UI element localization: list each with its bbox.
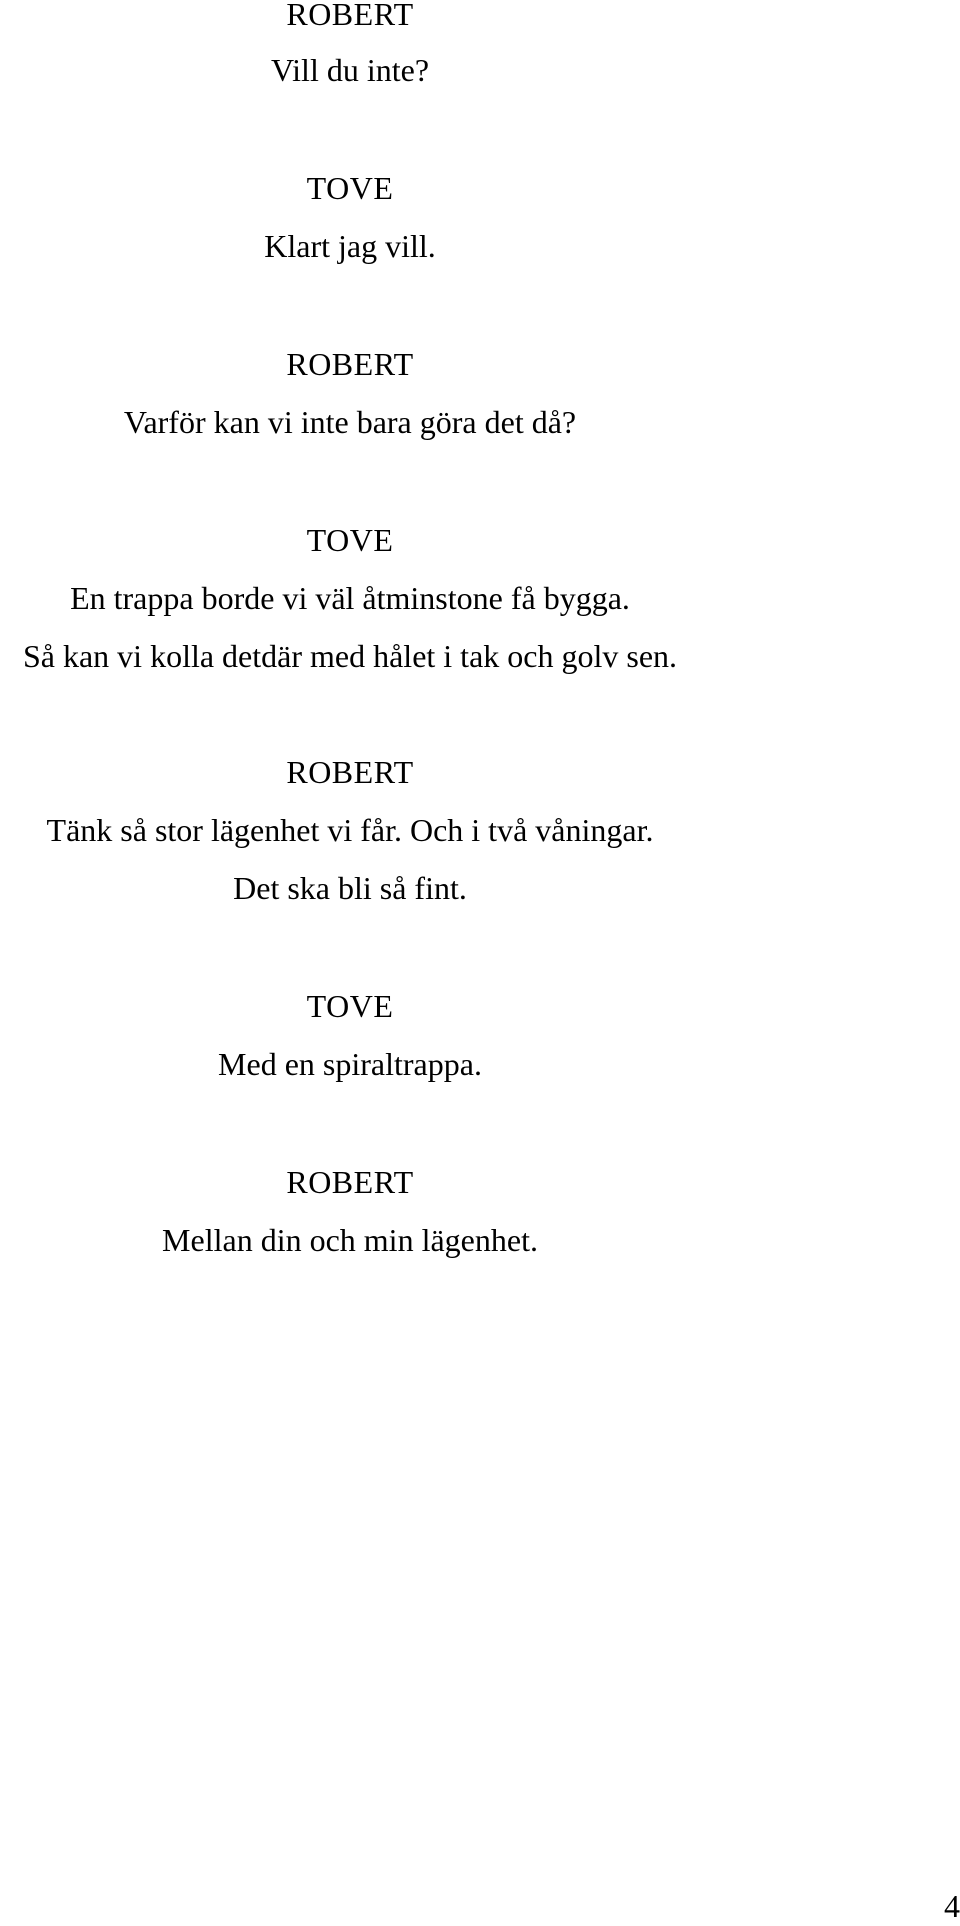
dialogue-line: Mellan din och min lägenhet.: [162, 1222, 538, 1258]
dialogue-line: Klart jag vill.: [264, 228, 436, 264]
speaker-name: ROBERT: [286, 1164, 414, 1200]
dialogue-line: Varför kan vi inte bara göra det då?: [123, 404, 577, 440]
speaker-name: ROBERT: [286, 0, 414, 32]
dialogue-line: Tänk så stor lägenhet vi får. Och i två våningar.: [46, 812, 654, 848]
dialogue-line: En trappa borde vi väl åtminstone få bygga.: [70, 580, 630, 616]
dialogue-line: Så kan vi kolla detdär med hålet i tak och golv sen.: [22, 638, 678, 674]
dialogue-line: Det ska bli så fint.: [233, 870, 467, 906]
speaker-name: TOVE: [306, 170, 394, 206]
dialogue-line: Vill du inte?: [270, 52, 430, 88]
speaker-name: ROBERT: [286, 346, 414, 382]
page-number: 4: [944, 1888, 960, 1924]
dialogue-line: Med en spiraltrappa.: [218, 1046, 482, 1082]
speaker-name: TOVE: [306, 988, 394, 1024]
speaker-name: ROBERT: [286, 754, 414, 790]
speaker-name: TOVE: [306, 522, 394, 558]
